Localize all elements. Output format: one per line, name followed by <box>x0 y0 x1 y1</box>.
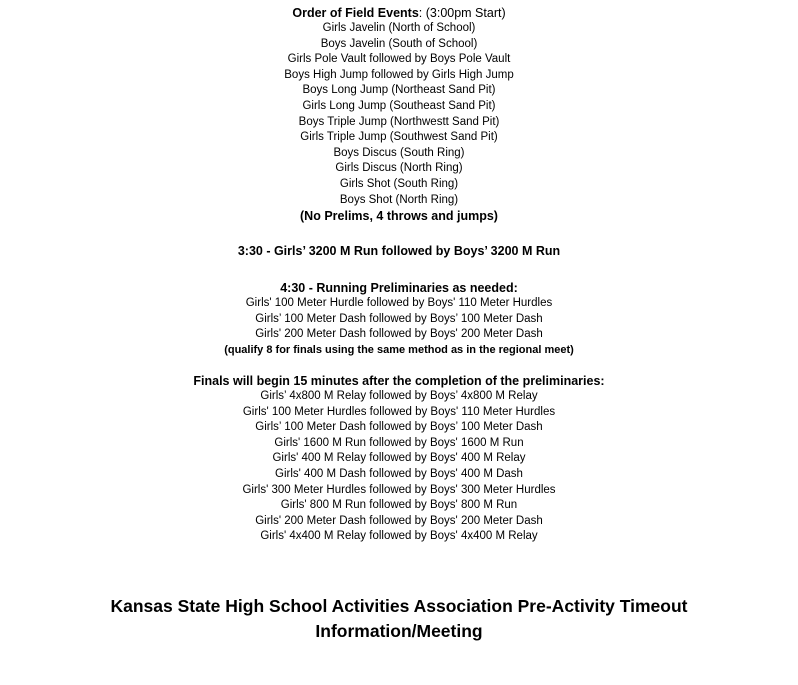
field-event-item: Girls Discus (North Ring) <box>335 162 463 175</box>
field-event-item: Girls Triple Jump (Southwest Sand Pit) <box>300 131 498 144</box>
footer-section <box>0 594 798 644</box>
field-event-item: Boys High Jump followed by Girls High Jump <box>284 68 514 81</box>
field-event-item: Boys Shot (North Ring) <box>339 193 459 206</box>
field-events-title-bold: Order of Field Events <box>292 6 419 20</box>
final-item: Girls' 4x400 M Relay followed by Boys' 4x400 M Relay <box>260 530 538 543</box>
field-event-item: Girls Shot (South Ring) <box>339 177 459 190</box>
field-event-item: Boys Discus (South Ring) <box>333 146 465 159</box>
final-item: Girls’ 100 Meter Dash followed by Boys’ 100 Meter Dash <box>255 421 543 434</box>
final-item: Girls' 400 M Relay followed by Boys' 400 M Relay <box>272 452 526 465</box>
final-item: Girls' 800 M Run followed by Boys' 800 M Run <box>280 499 518 512</box>
field-events-section <box>0 5 798 224</box>
field-event-item: Girls Pole Vault followed by Boys Pole Vault <box>287 53 511 66</box>
finals-section <box>0 373 798 545</box>
final-item: Girls' 200 Meter Dash followed by Boys' 200 Meter Dash <box>255 514 543 527</box>
field-events-note: (No Prelims, 4 throws and jumps) <box>300 209 498 224</box>
finals-heading: Finals will begin 15 minutes after the completion of the preliminaries: <box>193 374 605 388</box>
field-event-item: Boys Javelin (South of School) <box>320 37 478 50</box>
preliminary-item: Girls' 200 Meter Dash followed by Boys' 200 Meter Dash <box>255 328 543 341</box>
preliminaries-section <box>0 280 798 358</box>
final-item: Girls' 300 Meter Hurdles followed by Boys' 300 Meter Hurdles <box>242 483 556 496</box>
final-item: Girls' 400 M Dash followed by Boys' 400 M Dash <box>275 467 523 480</box>
footer-title-line2: Information/Meeting <box>315 621 483 641</box>
final-item: Girls' 100 Meter Hurdles followed by Boys' 110 Meter Hurdles <box>242 405 556 418</box>
preliminaries-note: (qualify 8 for finals using the same method as in the regional meet) <box>224 343 574 356</box>
field-event-item: Girls Long Jump (Southeast Sand Pit) <box>302 99 496 112</box>
preliminaries-heading: 4:30 - Running Preliminaries as needed: <box>280 281 518 295</box>
field-event-item: Boys Triple Jump (Northwestt Sand Pit) <box>298 115 500 128</box>
final-item: Girls' 1600 M Run followed by Boys' 1600 M Run <box>274 436 524 449</box>
distance-run-heading: 3:30 - Girls’ 3200 M Run followed by Boys’ 3200 M Run <box>237 244 561 258</box>
distance-run-section <box>0 243 798 259</box>
field-event-item: Boys Long Jump (Northeast Sand Pit) <box>302 84 496 97</box>
preliminary-item: Girls' 100 Meter Hurdle followed by Boys' 110 Meter Hurdles <box>245 297 553 309</box>
field-event-item: Girls Javelin (North of School) <box>322 22 476 34</box>
footer-title-line1: Kansas State High School Activities Association Pre-Activity Timeout <box>110 596 688 616</box>
preliminary-item: Girls’ 100 Meter Dash followed by Boys’ 100 Meter Dash <box>255 312 543 325</box>
field-events-title-rest: : (3:00pm Start) <box>418 6 506 20</box>
final-item: Girls’ 4x800 M Relay followed by Boys’ 4x800 M Relay <box>260 390 538 402</box>
field-events-title <box>0 5 798 21</box>
